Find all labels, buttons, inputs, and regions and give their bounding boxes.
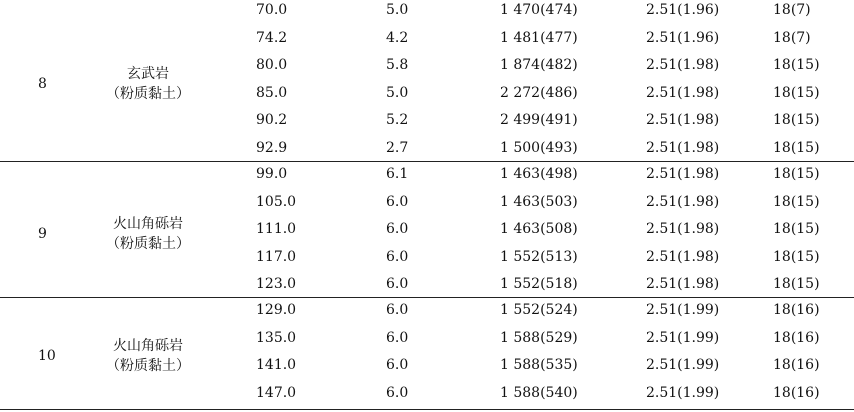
table-row [0, 301, 854, 319]
soil-type: （粉质黏土） [106, 358, 190, 375]
velocity-cell: 1 588(540) [500, 384, 578, 401]
table-row [0, 165, 854, 183]
velocity-cell: 1 470(474) [500, 2, 578, 18]
density-cell: 2.51(1.98) [646, 84, 720, 101]
count-cell: 18(15) [773, 193, 820, 210]
depth-cell: 117.0 [256, 248, 297, 265]
count-cell: 18(16) [773, 384, 820, 401]
group-number: 10 [38, 348, 56, 365]
depth-cell: 92.9 [256, 140, 288, 156]
velocity-cell: 1 481(477) [500, 29, 578, 46]
velocity-cell: 1 463(498) [500, 166, 578, 182]
table-row [0, 139, 854, 157]
thickness-cell: 6.1 [386, 166, 409, 182]
depth-cell: 129.0 [256, 302, 297, 318]
count-cell: 18(15) [773, 140, 820, 156]
group-number: 8 [38, 76, 47, 92]
thickness-cell: 6.0 [386, 384, 409, 401]
lithology-name: 火山角砾岩 [113, 338, 183, 355]
thickness-cell: 6.0 [386, 248, 409, 265]
count-cell: 18(16) [773, 357, 820, 374]
depth-cell: 74.2 [256, 29, 288, 46]
group-divider [0, 409, 854, 410]
density-cell: 2.51(1.96) [646, 29, 720, 46]
table-row [0, 275, 854, 293]
velocity-cell: 1 552(518) [500, 276, 578, 293]
table-group [0, 301, 854, 411]
count-cell: 18(15) [773, 57, 820, 74]
count-cell: 18(15) [773, 112, 820, 129]
thickness-cell: 4.2 [386, 29, 409, 46]
velocity-cell: 1 463(508) [500, 221, 578, 238]
velocity-cell: 2 499(491) [500, 112, 578, 129]
velocity-cell: 1 552(513) [500, 248, 578, 265]
table-group [0, 1, 854, 167]
thickness-cell: 6.0 [386, 302, 409, 318]
group-number: 9 [38, 226, 47, 243]
thickness-cell: 5.2 [386, 112, 409, 129]
table-row [0, 29, 854, 47]
thickness-cell: 6.0 [386, 276, 409, 293]
depth-cell: 141.0 [256, 357, 297, 374]
thickness-cell: 5.8 [386, 57, 409, 74]
thickness-cell: 5.0 [386, 2, 409, 18]
velocity-cell: 1 874(482) [500, 57, 578, 74]
depth-cell: 105.0 [256, 193, 297, 210]
table-group [0, 165, 854, 303]
density-cell: 2.51(1.99) [646, 384, 720, 401]
count-cell: 18(15) [773, 248, 820, 265]
depth-cell: 80.0 [256, 57, 288, 74]
density-cell: 2.51(1.98) [646, 57, 720, 74]
depth-cell: 147.0 [256, 384, 297, 401]
count-cell: 18(15) [773, 84, 820, 101]
velocity-cell: 1 588(529) [500, 329, 578, 346]
group-divider [0, 297, 854, 298]
velocity-cell: 1 588(535) [500, 357, 578, 374]
lithology-name: 玄武岩 [127, 66, 169, 82]
depth-cell: 123.0 [256, 276, 297, 293]
count-cell: 18(15) [773, 276, 820, 293]
thickness-cell: 6.0 [386, 221, 409, 238]
density-cell: 2.51(1.99) [646, 302, 720, 318]
density-cell: 2.51(1.98) [646, 193, 720, 210]
density-cell: 2.51(1.96) [646, 2, 720, 18]
lithology-label [100, 214, 196, 254]
thickness-cell: 6.0 [386, 193, 409, 210]
velocity-cell: 1 500(493) [500, 140, 578, 156]
density-cell: 2.51(1.98) [646, 276, 720, 293]
thickness-cell: 2.7 [386, 140, 409, 156]
table-row [0, 111, 854, 129]
count-cell: 18(7) [773, 29, 811, 46]
soil-type: （粉质黏土） [106, 86, 190, 102]
thickness-cell: 6.0 [386, 329, 409, 346]
thickness-cell: 6.0 [386, 357, 409, 374]
depth-cell: 90.2 [256, 112, 288, 129]
depth-cell: 99.0 [256, 166, 288, 182]
soil-type: （粉质黏土） [106, 236, 190, 253]
density-cell: 2.51(1.98) [646, 221, 720, 238]
depth-cell: 85.0 [256, 84, 288, 101]
table-row [0, 1, 854, 19]
density-cell: 2.51(1.99) [646, 357, 720, 374]
lithology-label [100, 64, 196, 104]
thickness-cell: 5.0 [386, 84, 409, 101]
table-row [0, 384, 854, 402]
velocity-cell: 1 463(503) [500, 193, 578, 210]
count-cell: 18(15) [773, 166, 820, 182]
lithology-label [100, 336, 196, 376]
count-cell: 18(16) [773, 329, 820, 346]
density-cell: 2.51(1.99) [646, 329, 720, 346]
density-cell: 2.51(1.98) [646, 248, 720, 265]
depth-cell: 70.0 [256, 2, 288, 18]
depth-cell: 111.0 [256, 221, 297, 238]
depth-cell: 135.0 [256, 329, 297, 346]
density-cell: 2.51(1.98) [646, 112, 720, 129]
velocity-cell: 2 272(486) [500, 84, 578, 101]
table-row [0, 193, 854, 211]
lithology-name: 火山角砾岩 [113, 216, 183, 233]
velocity-cell: 1 552(524) [500, 302, 578, 318]
group-divider [0, 161, 854, 162]
count-cell: 18(16) [773, 302, 820, 318]
density-cell: 2.51(1.98) [646, 140, 720, 156]
density-cell: 2.51(1.98) [646, 166, 720, 182]
count-cell: 18(15) [773, 221, 820, 238]
count-cell: 18(7) [773, 2, 811, 18]
